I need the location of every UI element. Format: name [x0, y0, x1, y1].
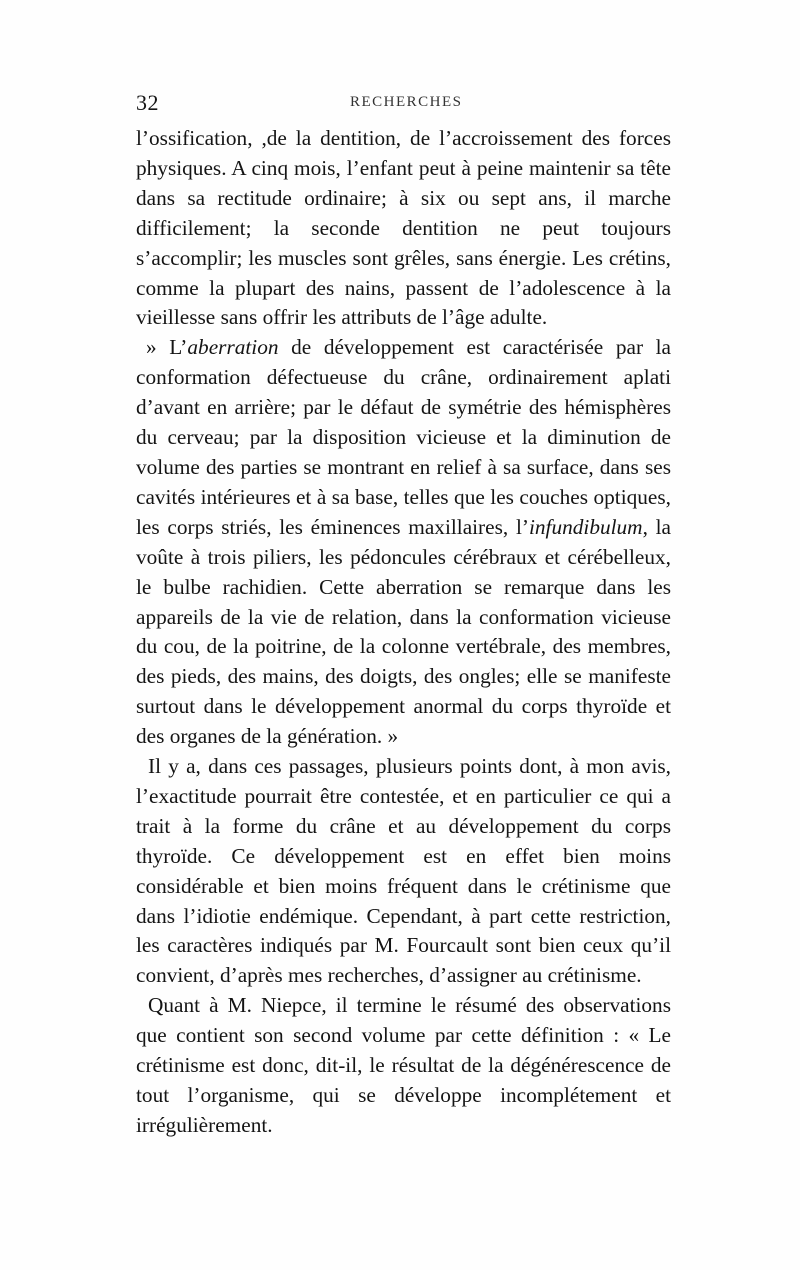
paragraph-3: Il y a, dans ces passages, plusieurs points dont, à mon avis, l’exactitude pourrait être contestée, et en particulier ce qui a trait à la forme du crâne et au développement du corps thyroïde. Ce développement est en effet bien moins considérable et bien moins fréquent dans le crétinisme que dans l’idiotie endémique. Cependant, à part cette restriction, les caractères indiqués par M. Fourcault sont bien ceux qu’il convient, d’après mes recherches, d’assigner au crétinisme. [136, 754, 671, 988]
paragraph-2 [136, 333, 671, 752]
page-number: 32 [136, 90, 159, 115]
paragraph-2-end: , la voûte à trois piliers, les pédoncules cérébraux et cérébelleux, le bulbe rachidien. Cette aberration se remarque dans les appareils de la vie de relation, dans la conformation vicieuse du cou, de la poitrine, de la colonne vertébrale, des membres, des pieds, des mains, des doigts, des ongles; elle se manifeste surtout dans le développement anormal du corps thyroïde et des organes de la génération. » [136, 514, 671, 749]
paragraph-1: l’ossification, ,de la dentition, de l’accroissement des forces physiques. A cinq mois, l’enfant peut à peine maintenir sa tête dans sa rectitude ordinaire; à six ou sept ans, il marche difficilement; la seconde dentition ne peut toujours s’accomplir; les muscles sont grêles, sans énergie. Les crétins, comme la plupart des nains, passent de l’adolescence à la vieillesse sans offrir les attributs de l’âge adulte. [136, 126, 671, 330]
paragraph-4: Quant à M. Niepce, il termine le résumé des observations que contient son second volume par cette définition : « Le crétinisme est donc, dit-il, le résultat de la dégénérescence de tout l’organisme, qui se développe incomplétement et irrégulièrement. [136, 993, 671, 1137]
running-head: RECHERCHES [350, 94, 463, 110]
page-header [136, 90, 676, 114]
body-text [136, 124, 671, 1141]
paragraph-2-middle: de développement est caractérisée par la conformation défectueuse du crâne, ordinairement aplati d’avant en arrière; par le défaut de symétrie des hémisphères du cerveau; par la disposition vicieuse et la diminution de volume des parties se montrant en relief à sa surface, dans ses cavités intérieures et à sa base, telles que les couches optiques, les corps striés, les éminences maxillaires, l’ [136, 335, 672, 539]
paragraph-2-start: » L’ [146, 335, 188, 360]
italic-aberration: aberration [187, 335, 279, 360]
italic-infundibulum: infundibulum [528, 514, 643, 539]
